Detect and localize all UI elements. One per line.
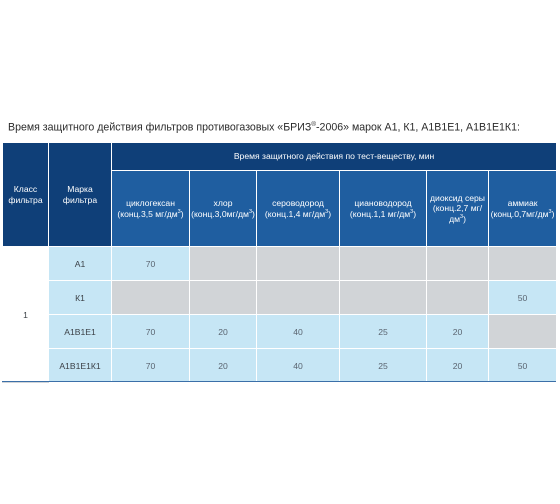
- substance-close: ): [413, 208, 417, 219]
- time-value-cell: 25: [340, 315, 427, 349]
- time-value-cell: 70: [112, 315, 190, 349]
- substance-concentration: (конц.1,1 мг/дм: [349, 208, 411, 219]
- substance-unit-power: 3: [548, 208, 552, 215]
- substance-unit: дм: [166, 208, 178, 219]
- time-value-cell: [427, 281, 489, 315]
- substance-unit-power: 3: [248, 208, 253, 215]
- substance-close: ): [180, 208, 184, 219]
- substance-unit-power: 3: [325, 208, 329, 215]
- substance-unit: мг/дм: [226, 208, 249, 219]
- substance-unit: мг/дм: [526, 208, 549, 219]
- substance-unit-power: 3: [410, 208, 414, 215]
- time-value-cell: 40: [257, 349, 340, 383]
- header-class: Класс фильтра: [3, 143, 49, 247]
- substance-concentration: (конц.3,5 мг/: [117, 208, 167, 219]
- substance-concentration: (конц.2,7 мг/: [432, 203, 483, 214]
- table-caption: [8, 121, 556, 134]
- time-value-cell: [112, 281, 190, 315]
- filter-mark-cell: А1В1Е1: [49, 315, 112, 349]
- time-value-cell: [190, 281, 257, 315]
- header-substance-2: [257, 171, 340, 247]
- substance-close: ): [328, 208, 332, 219]
- filter-mark-cell: А1В1Е1К1: [49, 349, 112, 383]
- registered-mark: ®: [311, 121, 317, 128]
- time-value-cell: 70: [112, 349, 190, 383]
- time-value-cell: 50: [489, 349, 557, 383]
- substance-close: ): [252, 208, 255, 219]
- caption-text-tail: -2006» марок А1, К1, А1В1Е1, А1В1Е1К1:: [316, 121, 520, 134]
- substance-name: сероводород: [272, 198, 324, 209]
- substance-name: циклогексан: [126, 198, 175, 209]
- substance-concentration: (конц.1,4 мг/дм: [264, 208, 326, 219]
- time-value-cell: [257, 247, 340, 281]
- substance-close: ): [551, 208, 555, 219]
- time-value-cell: [489, 247, 557, 281]
- substance-concentration: (конц.0,7: [490, 208, 527, 219]
- time-value-cell: 20: [427, 315, 489, 349]
- header-mark: Марка фильтра: [49, 143, 112, 247]
- filter-mark-cell: А1: [49, 247, 112, 281]
- table-bottom-border: [2, 381, 556, 382]
- filter-time-table: [2, 142, 557, 383]
- time-value-cell: 20: [427, 349, 489, 383]
- filter-mark-cell: К1: [49, 281, 112, 315]
- filter-class-cell: 1: [3, 247, 49, 383]
- substance-unit: дм: [449, 213, 460, 224]
- header-group: Время защитного действия по тест-веществу, мин: [112, 143, 557, 171]
- substance-unit-power: 3: [460, 213, 464, 220]
- substance-name: диоксид серы: [430, 192, 485, 203]
- table-row: [3, 349, 557, 383]
- time-value-cell: [340, 281, 427, 315]
- substance-name: аммиак: [507, 198, 538, 209]
- time-value-cell: 70: [112, 247, 190, 281]
- header-substance-3: [340, 171, 427, 247]
- caption-text: Время защитного действия фильтров противогазовых «БРИЗ: [8, 121, 312, 134]
- substance-close: ): [463, 213, 466, 224]
- time-value-cell: 40: [257, 315, 340, 349]
- table-row: [3, 315, 557, 349]
- time-value-cell: 20: [190, 349, 257, 383]
- header-substance-0: [112, 171, 190, 247]
- header-substance-4: [427, 171, 489, 247]
- substance-name: хлор: [213, 198, 233, 209]
- header-substance-5: [489, 171, 557, 247]
- substance-concentration: (конц.3,0: [191, 208, 227, 219]
- time-value-cell: [257, 281, 340, 315]
- time-value-cell: [190, 247, 257, 281]
- table-body: [3, 247, 557, 383]
- header-substance-1: [190, 171, 257, 247]
- time-value-cell: 25: [340, 349, 427, 383]
- time-value-cell: [427, 247, 489, 281]
- time-value-cell: [340, 247, 427, 281]
- time-value-cell: 20: [190, 315, 257, 349]
- table-row: [3, 247, 557, 281]
- substance-name: циановодород: [354, 198, 412, 209]
- time-value-cell: [489, 315, 557, 349]
- table-row: [3, 281, 557, 315]
- substance-unit-power: 3: [177, 208, 181, 215]
- time-value-cell: 50: [489, 281, 557, 315]
